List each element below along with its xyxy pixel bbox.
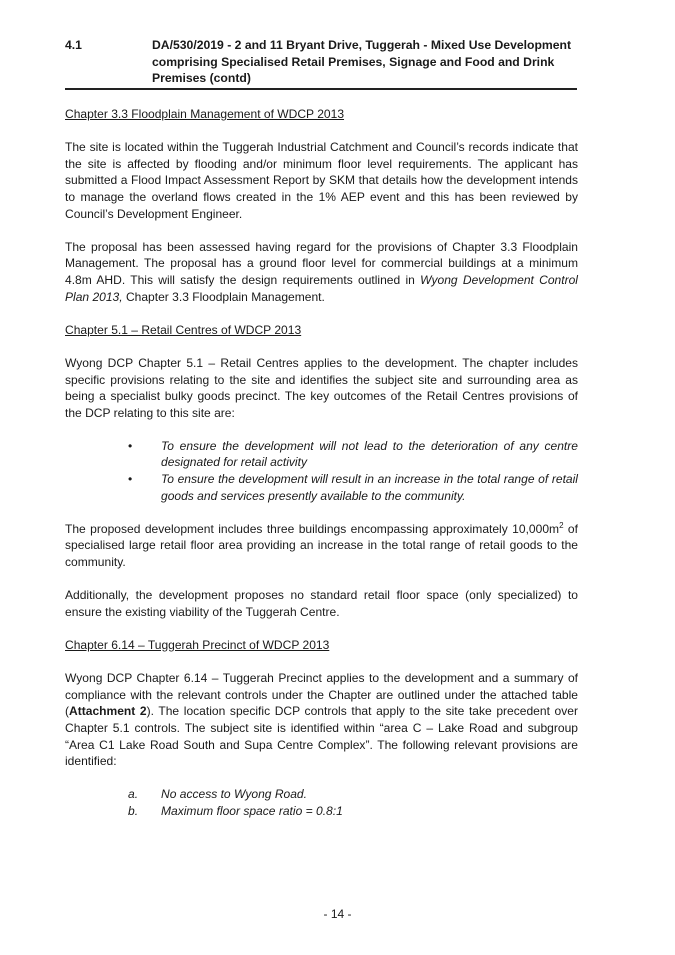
- list-item: • To ensure the development will not lead to the deterioration of any centre designated for retail activity: [128, 438, 578, 470]
- list-item: a. No access to Wyong Road.: [128, 787, 307, 802]
- list-item: • To ensure the development will result in an increase in the total range of retail goods and services presently available to the community.: [128, 472, 578, 503]
- page-number: - 14 -: [323, 907, 352, 921]
- tuggerah-heading: Chapter 6.14 – Tuggerah Precinct of WDCP 2013: [65, 638, 330, 652]
- tuggerah-paragraph-1: Wyong DCP Chapter 6.14 – Tuggerah Precinct applies to the development and a summary of compliance with the relevant controls under the Chapter are outlined under the attached table (Attachment 2). The location specific DCP controls that apply to the site take precedent over Chapter 5.1 controls. The subject site is identified within “area C – Lake Road and subgroup “Area C1 Lake Road South and Supa Centre Complex”. The following relevant provisions are identified:: [65, 671, 578, 769]
- bullet-icon: •: [128, 438, 133, 453]
- retail-heading: Chapter 5.1 – Retail Centres of WDCP 2013: [65, 322, 302, 337]
- floodplain-paragraph-2: The proposal has been assessed having regard for the provisions of Chapter 3.3 Floodplain Management. The proposal has a ground floor level for commercial buildings at a minimum 4.8m AHD. This will satisfy the design requirements outlined in Wyong Development Control Plan 2013, Chapter 3.3 Floodplain Management.: [65, 239, 578, 304]
- retail-paragraph-1: Wyong DCP Chapter 5.1 – Retail Centres applies to the development. The chapter includes specific provisions relating to the site and identifies the subject site and surrounding area as being a specialist bulky goods precinct. The key outcomes of the Retail Centres provisions of the DCP relating to this site are:: [65, 355, 578, 420]
- retail-outcomes-list: [65, 438, 578, 504]
- floodplain-paragraph-1: The site is located within the Tuggerah Industrial Catchment and Council’s records indicate that the site is affected by flooding and/or minimum floor level requirements. The applicant has submitted a Flood Impact Assessment Report by SKM that details how the development intends to manage the overland flows created in the 1% AEP event and this has been reviewed by Council’s Development Engineer.: [65, 140, 578, 221]
- item-title: DA/530/2019 - 2 and 11 Bryant Drive, Tuggerah - Mixed Use Development comprising Specialised Retail Premises, Signage and Food and Drink Premises (contd): [152, 38, 572, 85]
- header-rule: [65, 88, 577, 90]
- document-body: [65, 106, 578, 820]
- list-item: b. Maximum floor space ratio = 0.8:1: [128, 803, 343, 818]
- bullet-icon: •: [128, 472, 133, 487]
- retail-paragraph-3: Additionally, the development proposes no standard retail floor space (only specialized) to ensure the existing viability of the Tuggerah Centre.: [65, 588, 578, 619]
- tuggerah-provisions-list: [65, 786, 578, 819]
- floodplain-heading: Chapter 3.3 Floodplain Management of WDCP 2013: [65, 107, 345, 121]
- retail-paragraph-2: The proposed development includes three buildings encompassing approximately $10,000m^2$ of specialised large retail floor area providing an increase in the total range of retail goods to the community.: [65, 520, 578, 570]
- item-number: 4.1: [65, 38, 82, 52]
